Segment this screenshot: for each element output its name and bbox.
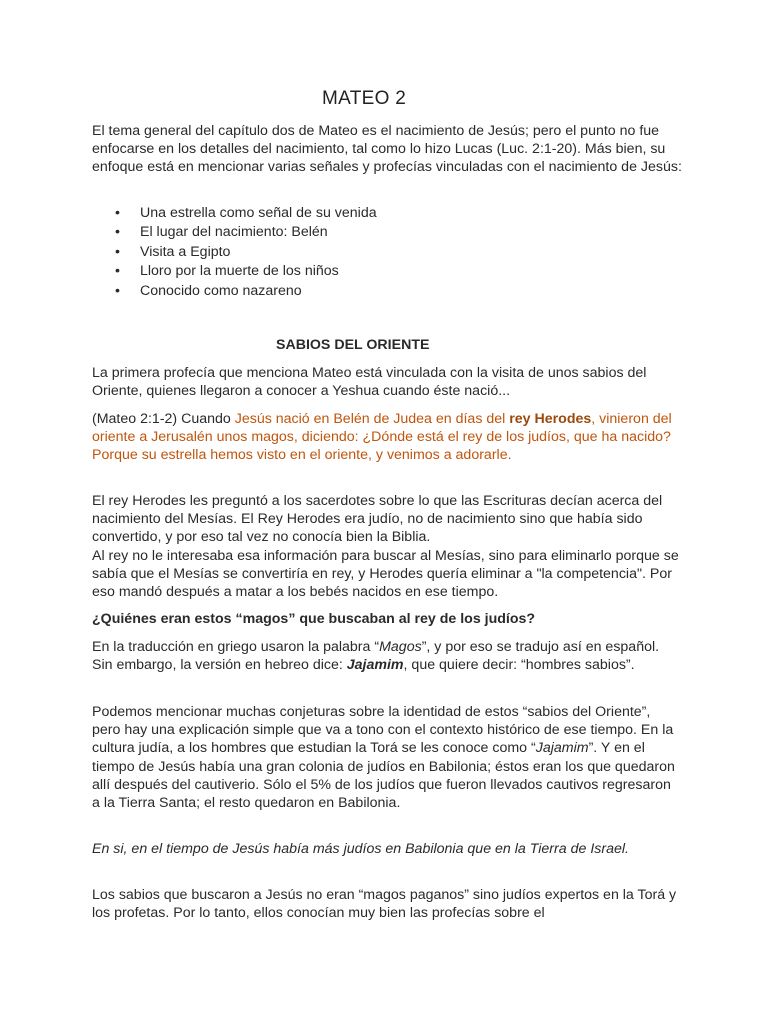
paragraph-herodes-a: El rey Herodes les preguntó a los sacerdotes sobre lo que las Escrituras decían acerca del nacimiento del Mesías. El Rey Herodes era judío, no de nacimiento sino que había sido convertido, y por eso tal vez no conocía bien la Biblia. <box>92 493 663 546</box>
text-span: ”. Y en el tiempo de Jesús había una gran colonia de judíos en Babilonia; éstos eran los que quedaron allí después del cautiverio. Sólo el 5% de los judíos que fueron llevados cautivos regresaron a la Tierra Santa; el resto quedaron en Babilonia. <box>92 740 675 812</box>
quote-text-continued: , vinieron del oriente a Jerusalén unos magos, diciendo: ¿Dónde está el rey de los judíos, que ha nacido? Porque su estrella hemos visto en el oriente, y venimos a adorarle. <box>92 411 672 464</box>
bullet-list <box>92 204 652 301</box>
paragraph-herodes <box>92 492 682 601</box>
list-item: • Lloro por la muerte de los niños <box>92 262 652 281</box>
paragraph-conjeturas <box>92 703 682 812</box>
text-span: En la traducción en griego usaron la palabra “ <box>92 639 380 655</box>
question-heading: ¿Quiénes eran estos “magos” que buscaban al rey de los judíos? <box>92 611 536 627</box>
page-title: MATEO 2 <box>322 88 407 109</box>
list-item: • Visita a Egipto <box>92 243 652 262</box>
quote-reference: (Mateo 2:1-2) Cuando <box>92 411 235 427</box>
section-heading: SABIOS DEL ORIENTE <box>276 337 430 353</box>
text-span: ”, y por eso se tradujo así en español. Sin embargo, la versión en hebreo dice: <box>92 639 660 674</box>
text-span: , que quiere decir: “hombres sabios”. <box>403 657 635 674</box>
paragraph-italic-note: En si, en el tiempo de Jesús había más judíos en Babilonia que en la Tierra de Israel. <box>92 841 629 857</box>
quote-bold: rey Herodes <box>509 411 592 427</box>
list-item: • Una estrella como señal de su venida <box>92 204 652 223</box>
list-item: • El lugar del nacimiento: Belén <box>92 223 652 242</box>
quote-text: Jesús nació en Belén de Judea en días del <box>234 411 510 427</box>
text-span: Podemos mencionar muchas conjeturas sobre la identidad de estos “sabios del Oriente”, pero hay una explicación simple que va a tono con el contexto histórico de ese tiempo. En la cultura judía, a los hombres que estudian la Torá se les conoce como “ <box>92 704 674 757</box>
intro-paragraph: El tema general del capítulo dos de Mateo es el nacimiento de Jesús; pero el punto no fue enfocarse en los detalles del nacimiento, tal como lo hizo Lucas (Luc. 2:1-20). Más bien, su enfoque está en mencionar varias señales y profecías vinculadas con el nacimiento de Jesús: <box>92 123 682 176</box>
italic-term: Magos <box>379 639 422 655</box>
paragraph-herodes-b: Al rey no le interesaba esa información para buscar al Mesías, sino para eliminarlo porque se sabía que el Mesías se convertiría en rey, y Herodes quería eliminar a "la competencia". Por eso mandó después a matar a los bebés nacidos en ese tiempo. <box>92 547 679 601</box>
paragraph-sabios-intro: La primera profecía que menciona Mateo está vinculada con la visita de unos sabios del Oriente, quienes llegaron a conocer a Yeshua cuando éste nació... <box>92 365 647 400</box>
bold-italic-term: Jajamim <box>346 657 404 674</box>
scripture-quote <box>92 410 682 465</box>
paragraph-magos <box>92 638 682 674</box>
paragraph-sabios: Los sabios que buscaron a Jesús no eran “magos paganos” sino judíos expertos en la Torá y los profetas. Por lo tanto, ellos conocían muy bien las profecías sobre el <box>92 887 677 922</box>
italic-term: Jajamim <box>535 740 589 757</box>
list-item: • Conocido como nazareno <box>92 282 652 301</box>
